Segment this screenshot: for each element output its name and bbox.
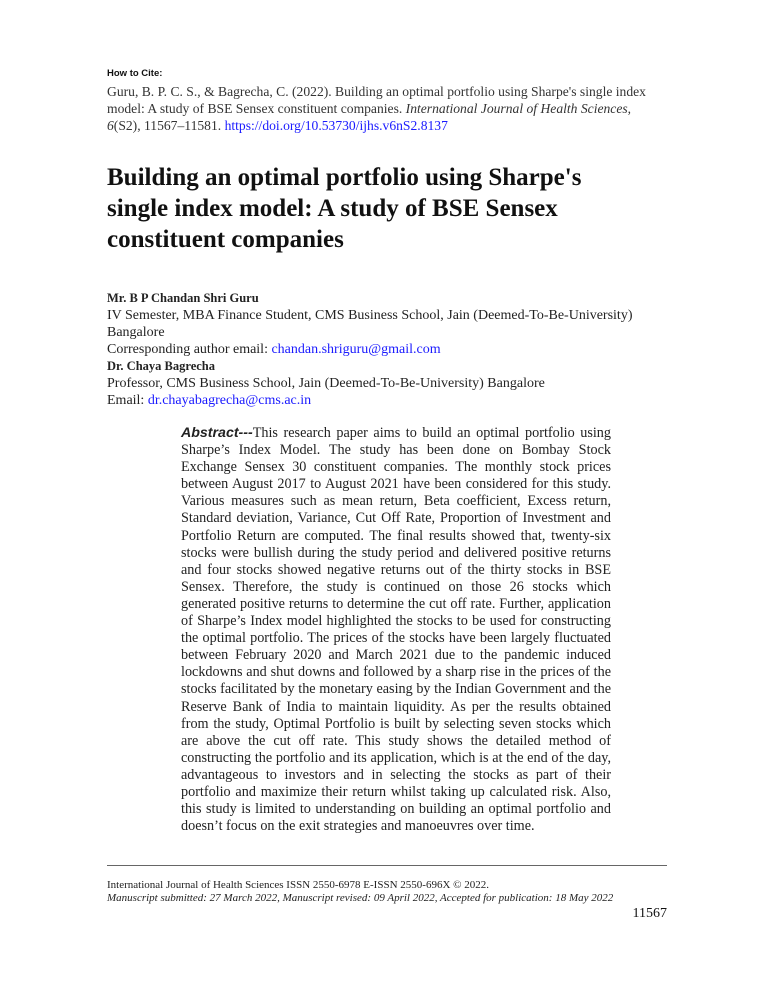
author-block-2 [107, 358, 667, 409]
citation-text: Guru, B. P. C. S., & Bagrecha, C. (2022). Building an optimal portfolio using Sharpe's single index model: A study of BSE Sensex constituent companies. [107, 84, 646, 116]
how-to-cite-label: How to Cite: [107, 68, 163, 79]
footer-divider [107, 865, 667, 866]
citation-journal: International Journal of Health Sciences [405, 101, 628, 116]
abstract-text: This research paper aims to build an optimal portfolio using Sharpe’s Index Model. The study has been done on Bombay Stock Exchange Sensex 30 constituent companies. The monthly stock prices between August 2017 to August 2021 have been considered for this study. Various measures such as mean return, Beta coefficient, Excess return, Standard deviation, Variance, Cut Off Rate, Proportion of Investment and Portfolio Return are computed. The final results showed that, twenty-six stocks were bullish during the study period and delivered positive returns and four stocks showed negative returns out of the thirty stocks in BSE Sensex. Therefore, the study is continued on those 26 stocks which generated positive returns to determine the cut off rate. Further, application of Sharpe’s Index model highlighted the stocks to be used for constructing the optimal portfolio. The prices of the stocks have been largely fluctuated between February 2020 and March 2021 due to the pandemic induced lockdowns and shut downs and followed by a sharp rise in the prices of the stocks facilitated by the monetary easing by the Indian Government and the Reserve Bank of India to maintain liquidity. As per the results obtained from the study, Optimal Portfolio is built by selecting seven stocks which are above the cut off rate. This study shows the detailed method of constructing the portfolio and its application, which is at the end of the day, advantageous to investors and in selecting the stocks as part of their portfolio and maximize their return whilst taking up calculated risk. Also, this study is limited to understanding on building an optimal portfolio and doesn’t focus on the exit strategies and manoeuvres over time. [181, 425, 611, 835]
author-affiliation: IV Semester, MBA Finance Student, CMS Business School, Jain (Deemed-To-Be-University) Bangalore [107, 308, 633, 340]
abstract [181, 425, 611, 835]
page-number: 11567 [632, 906, 667, 921]
citation [107, 83, 667, 134]
footer-journal-line: International Journal of Health Sciences ISSN 2550-6978 E-ISSN 2550-696X © 2022. [107, 879, 489, 891]
citation-volume: 6 [107, 118, 114, 133]
abstract-label: Abstract--- [181, 425, 253, 441]
author-name: Dr. Chaya Bagrecha [107, 359, 215, 373]
paper-title: Building an optimal portfolio using Sharpe's single index model: A study of BSE Sensex constituent companies [107, 164, 582, 253]
citation-pages: (S2), 11567–11581. [113, 118, 225, 133]
citation-sep: , [627, 101, 632, 116]
author-email-link[interactable]: chandan.shriguru@gmail.com [271, 342, 441, 357]
email-label: Corresponding author email: [107, 342, 272, 357]
author-email-link[interactable]: dr.chayabagrecha@cms.ac.in [147, 393, 312, 408]
author-block-1 [107, 290, 667, 358]
how-to-cite-text: How to Cite [107, 68, 160, 79]
author-name: Mr. B P Chandan Shri Guru [107, 291, 259, 305]
footer [107, 879, 667, 905]
doi-link[interactable]: https://doi.org/10.53730/ijhs.v6nS2.8137 [224, 118, 448, 133]
footer-dates: Manuscript submitted: 27 March 2022, Manuscript revised: 09 April 2022, Accepted for publication: 18 May 2022 [107, 892, 614, 904]
email-label: Email: [107, 393, 148, 408]
author-affiliation: Professor, CMS Business School, Jain (Deemed-To-Be-University) Bangalore [107, 376, 545, 391]
